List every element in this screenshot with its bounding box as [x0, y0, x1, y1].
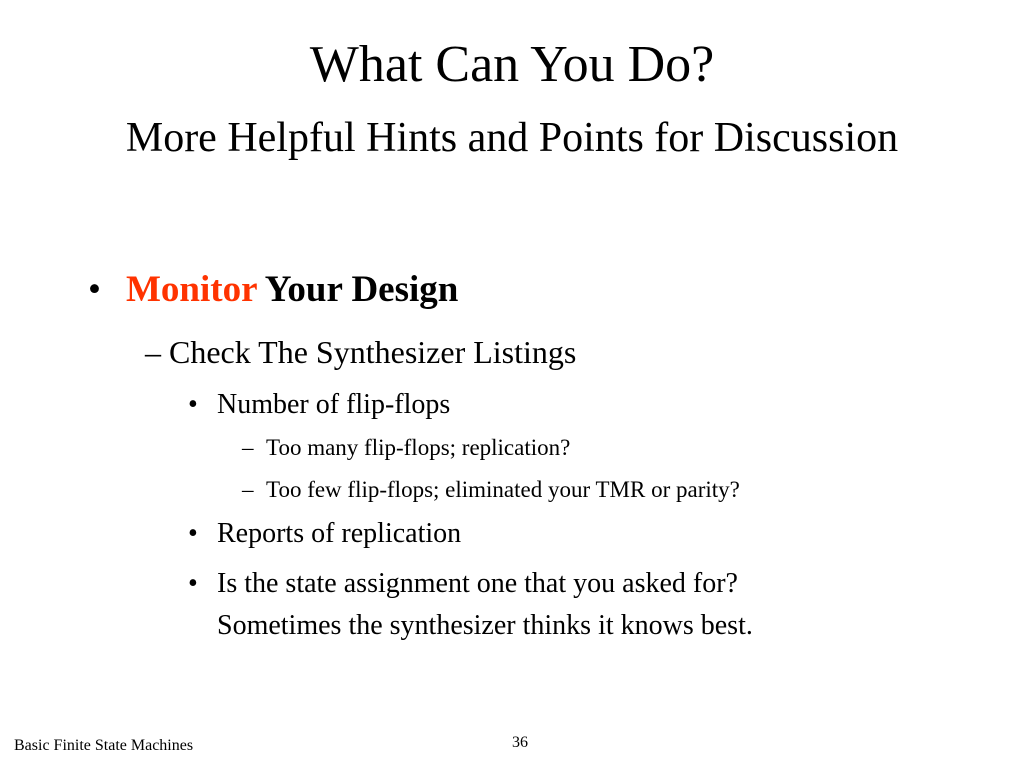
list-item-text: Reports of replication	[217, 518, 462, 549]
slide-subtitle: More Helpful Hints and Points for Discussion	[125, 115, 899, 161]
bullet-icon: •	[88, 269, 101, 310]
list-item-text: Too many flip-flops; replication?	[266, 435, 571, 460]
footer-title: Basic Finite State Machines	[14, 737, 194, 754]
bullet-icon: •	[188, 389, 198, 420]
list-item-text: Sometimes the synthesizer thinks it knows best.	[217, 610, 753, 641]
accent-word: Monitor	[126, 269, 257, 310]
list-item-text: Number of flip-flops	[217, 389, 451, 420]
bullet-level-2: – Check The Synthesizer Listings	[145, 334, 577, 370]
bullet-icon: •	[188, 518, 198, 549]
list-item-text: Is the state assignment one that you asked for?	[217, 568, 738, 599]
page-number: 36	[512, 734, 528, 751]
dash-icon: –	[242, 435, 254, 460]
bullet-icon: •	[188, 568, 198, 599]
list-item-text: Too few flip-flops; eliminated your TMR or parity?	[266, 477, 740, 502]
bullet-1-rest: Your Design	[264, 269, 459, 310]
slide-title: What Can You Do?	[309, 36, 715, 93]
bullet-level-1	[88, 268, 458, 312]
dash-icon: –	[242, 477, 254, 502]
